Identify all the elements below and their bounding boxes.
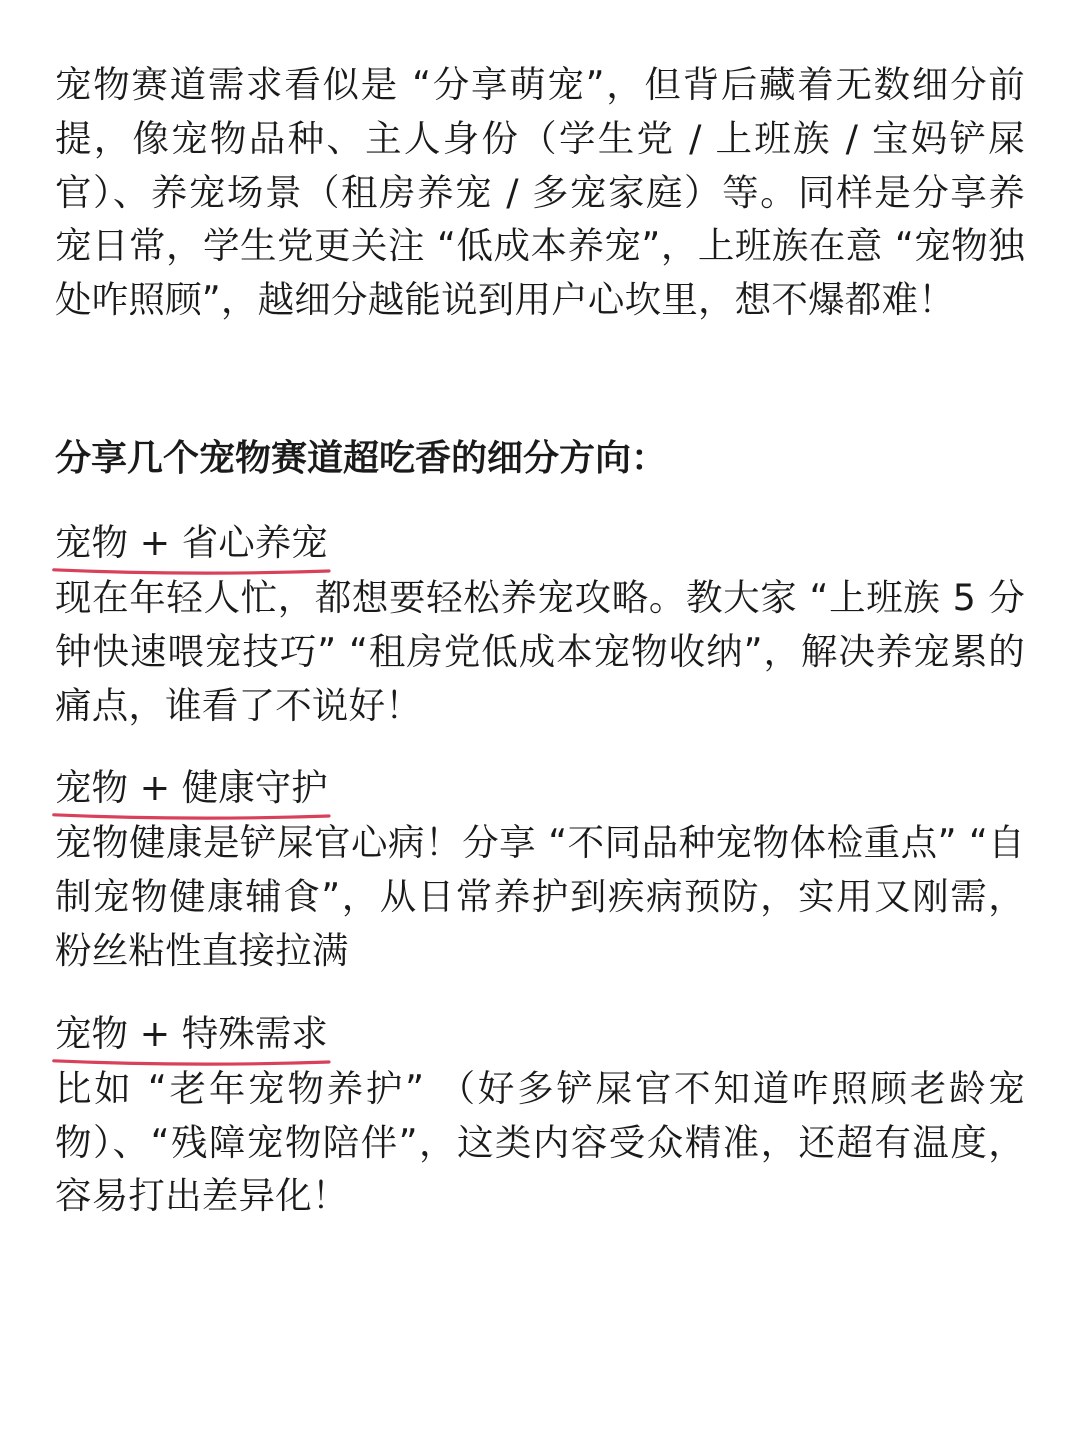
section-health xyxy=(55,762,1025,977)
section-title-text: 宠物 + 省心养宠 xyxy=(55,520,328,564)
intro-paragraph: 宠物赛道需求看似是 “分享萌宠”，但背后藏着无数细分前提，像宠物品种、主人身份（学生党 / 上班族 / 宝妈铲屎官）、养宠场景（租房养宠 / 多宠家庭）等。同样是分享养宠日常，学生党更关注 “低成本养宠”，上班族在意 “宠物独处咋照顾”，越细分越能说到用户心坎里，想不爆都难！ xyxy=(55,63,1025,322)
section-title-text: 宠物 + 健康守护 xyxy=(55,766,328,810)
section-title-text: 宠物 + 特殊需求 xyxy=(55,1011,328,1055)
section-body: 比如 “老年宠物养护” （好多铲屎官不知道咋照顾老龄宠物）、“残障宠物陪伴”，这类内容受众精准，还超有温度，容易打出差异化！ xyxy=(55,1066,1025,1218)
section-heading: 分享几个宠物赛道超吃香的细分方向： xyxy=(55,437,668,479)
highlight-underline xyxy=(51,810,332,822)
section-easy-care xyxy=(55,517,1025,732)
section-body: 宠物健康是铲屎官心病！分享 “不同品种宠物体检重点” “自制宠物健康辅食”，从日常养护到疾病预防，实用又刚需，粉丝粘性直接拉满 xyxy=(55,821,1025,972)
article xyxy=(55,58,1025,1223)
section-title xyxy=(55,762,328,814)
highlight-underline xyxy=(51,565,332,577)
section-special-needs xyxy=(55,1008,1025,1223)
section-body: 现在年轻人忙，都想要轻松养宠攻略。教大家 “上班族 5 分钟快速喂宠技巧” “租房党低成本宠物收纳”，解决养宠累的痛点，谁看了不说好！ xyxy=(55,575,1025,727)
highlight-underline xyxy=(51,1056,332,1068)
section-title xyxy=(55,517,328,569)
section-title xyxy=(55,1008,328,1060)
